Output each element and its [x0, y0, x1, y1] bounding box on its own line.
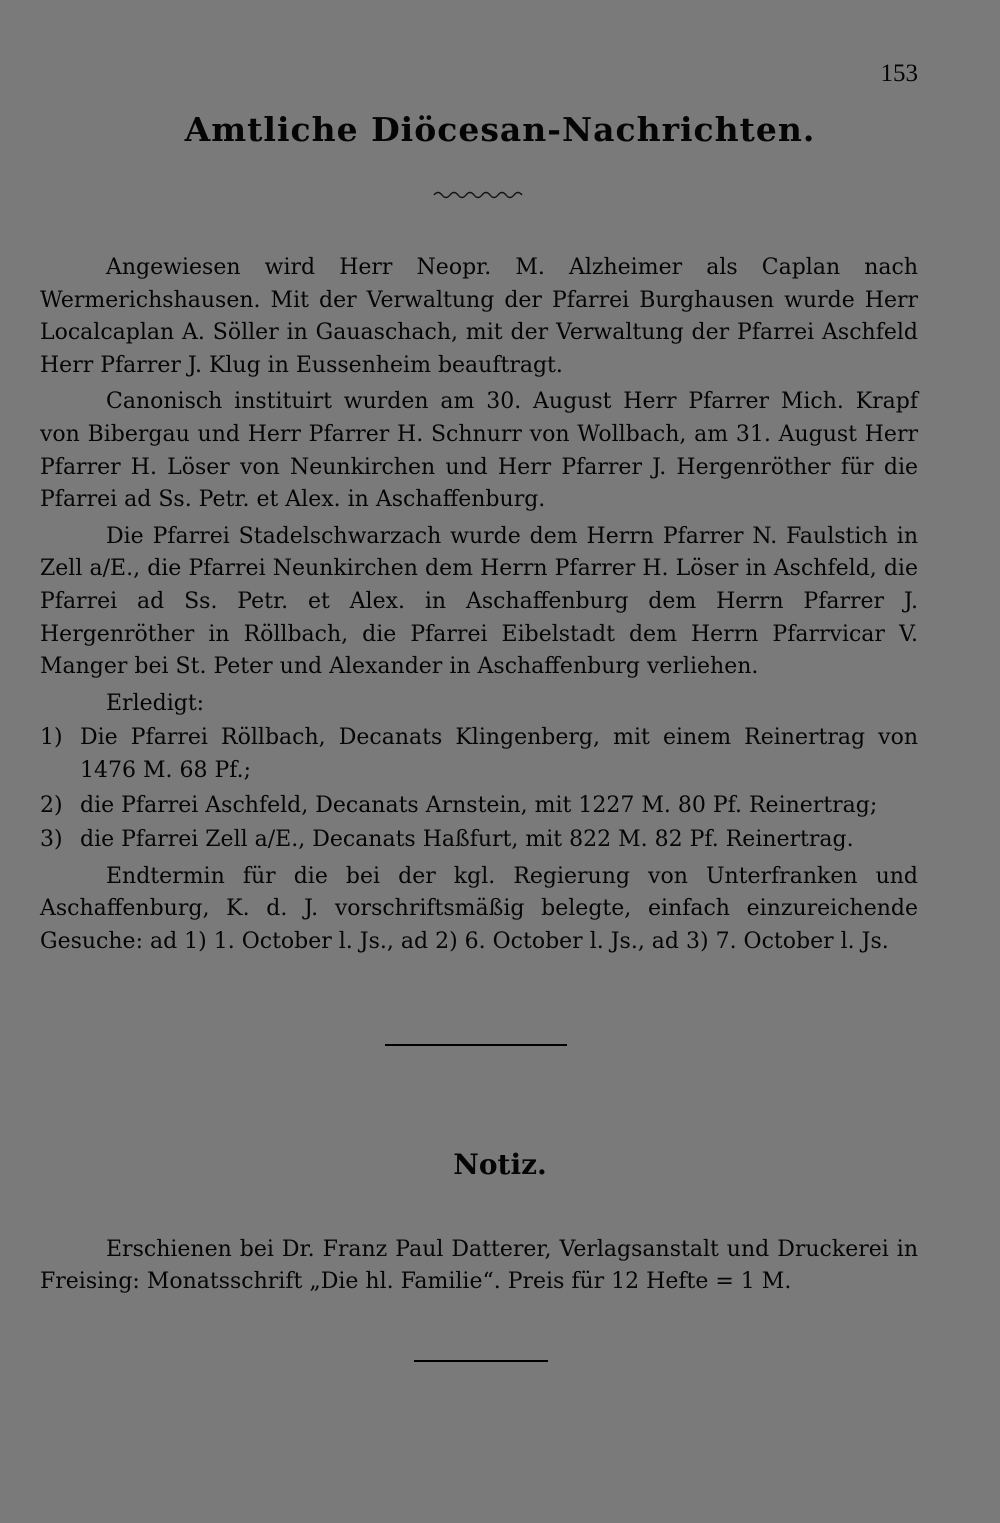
end-divider: [414, 1360, 548, 1362]
page-number: 153: [880, 60, 918, 87]
vacancy-list: [40, 722, 918, 856]
paragraph-appointments: Angewiesen wird Herr Neopr. M. Alzheimer als Caplan nach Wermerichshausen. Mit der Verwaltung der Pfarrei Burghausen wurde Herr Localcaplan A. Söller in Gauaschach, mit der Verwaltung der Pfarrei Aschfeld Herr Pfarrer J. Klug in Eussenheim beauftragt.: [40, 255, 918, 378]
list-item: [40, 722, 918, 787]
paragraph-deadline: Endtermin für die bei der kgl. Regierung von Unterfranken und Aschaffenburg, K. d. J. vorschriftsmäßig belegte, einfach einzureichende Gesuche: ad 1) 1. October l. Js., ad 2) 6. October l. Js., ad 3) 7. October l. Js.: [40, 863, 918, 954]
announcements-body: [40, 252, 918, 958]
list-item: [40, 824, 918, 857]
notiz-body: [40, 1234, 918, 1298]
list-item-text: die Pfarrei Aschfeld, Decanats Arnstein, mit 1227 M. 80 Pf. Reinertrag;: [80, 792, 878, 818]
paragraph-conferrals: Die Pfarrei Stadelschwarzach wurde dem Herrn Pfarrer N. Faulstich in Zell a/E., die Pfarrei Neunkirchen dem Herrn Pfarrer H. Löser in Aschfeld, die Pfarrei ad Ss. Petr. et Alex. in Aschaffenburg dem Herrn Pfarrer J. Hergenröther in Röllbach, die Pfarrei Eibelstadt dem Herrn Pfarrvicar V. Manger bei St. Peter und Alexander in Aschaffenburg verliehen.: [40, 523, 918, 680]
notiz-paragraph: Erschienen bei Dr. Franz Paul Datterer, Verlagsanstalt und Druckerei in Freising: Monatsschrift „Die hl. Familie“. Preis für 12 Hefte = 1 M.: [40, 1237, 918, 1294]
notiz-heading: Notiz.: [453, 1148, 547, 1181]
paragraph-institution: Canonisch instituirt wurden am 30. August Herr Pfarrer Mich. Krapf von Bibergau und Herr Pfarrer H. Schnurr von Wollbach, am 31. August Herr Pfarrer H. Löser von Neunkirchen und Herr Pfarrer J. Hergenröther für die Pfarrei ad Ss. Petr. et Alex. in Aschaffenburg.: [40, 389, 918, 513]
list-item-number: 2): [40, 792, 63, 818]
page-title: Amtliche Diöcesan-Nachrichten.: [184, 110, 816, 149]
list-item: [40, 790, 918, 823]
list-item-number: 3): [40, 827, 63, 853]
erledigt-label: Erledigt:: [106, 690, 205, 716]
list-item-text: die Pfarrei Zell a/E., Decanats Haßfurt, mit 822 M. 82 Pf. Reinertrag.: [80, 827, 854, 853]
section-divider: [385, 1044, 567, 1046]
decorative-ornament: [432, 186, 528, 200]
list-item-text: Die Pfarrei Röllbach, Decanats Klingenberg, mit einem Reinertrag von 1476 M. 68 Pf.;: [80, 725, 918, 783]
list-item-number: 1): [40, 725, 63, 751]
